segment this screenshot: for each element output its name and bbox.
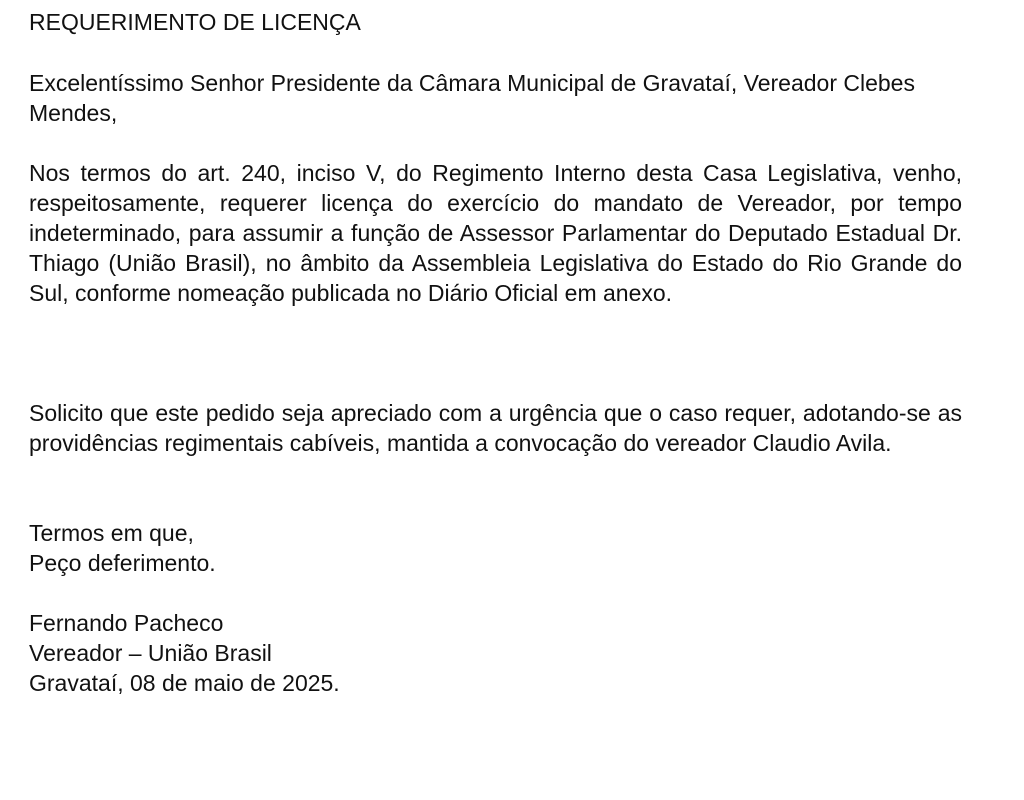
addressee-paragraph: Excelentíssimo Senhor Presidente da Câmara Municipal de Gravataí, Vereador Clebes Mendes, (29, 70, 915, 126)
closing-block (29, 518, 962, 578)
closing-line-terms: Termos em que, (29, 520, 194, 546)
signature-block (29, 608, 962, 698)
signer-name: Fernando Pacheco (29, 610, 224, 636)
request-paragraph: Nos termos do art. 240, inciso V, do Regimento Interno desta Casa Legislativa, venho, respeitosamente, requerer licença do exercício do mandato de Vereador, por tempo indeterminado, para assumir a função de Assessor Parlamentar do Deputado Estadual Dr. Thiago (União Brasil), no âmbito da Assembleia Legislativa do Estado do Rio Grande do Sul, conforme nomeação publicada no Diário Oficial em anexo. (29, 160, 962, 306)
closing-line-request: Peço deferimento. (29, 550, 216, 576)
document-title: REQUERIMENTO DE LICENÇA (29, 9, 361, 35)
urgency-paragraph: Solicito que este pedido seja apreciado com a urgência que o caso requer, adotando-se as providências regimentais cabíveis, mantida a convocação do vereador Claudio Avila. (29, 400, 962, 456)
signer-role: Vereador – União Brasil (29, 640, 272, 666)
document-body (29, 7, 962, 698)
place-and-date: Gravataí, 08 de maio de 2025. (29, 670, 340, 696)
